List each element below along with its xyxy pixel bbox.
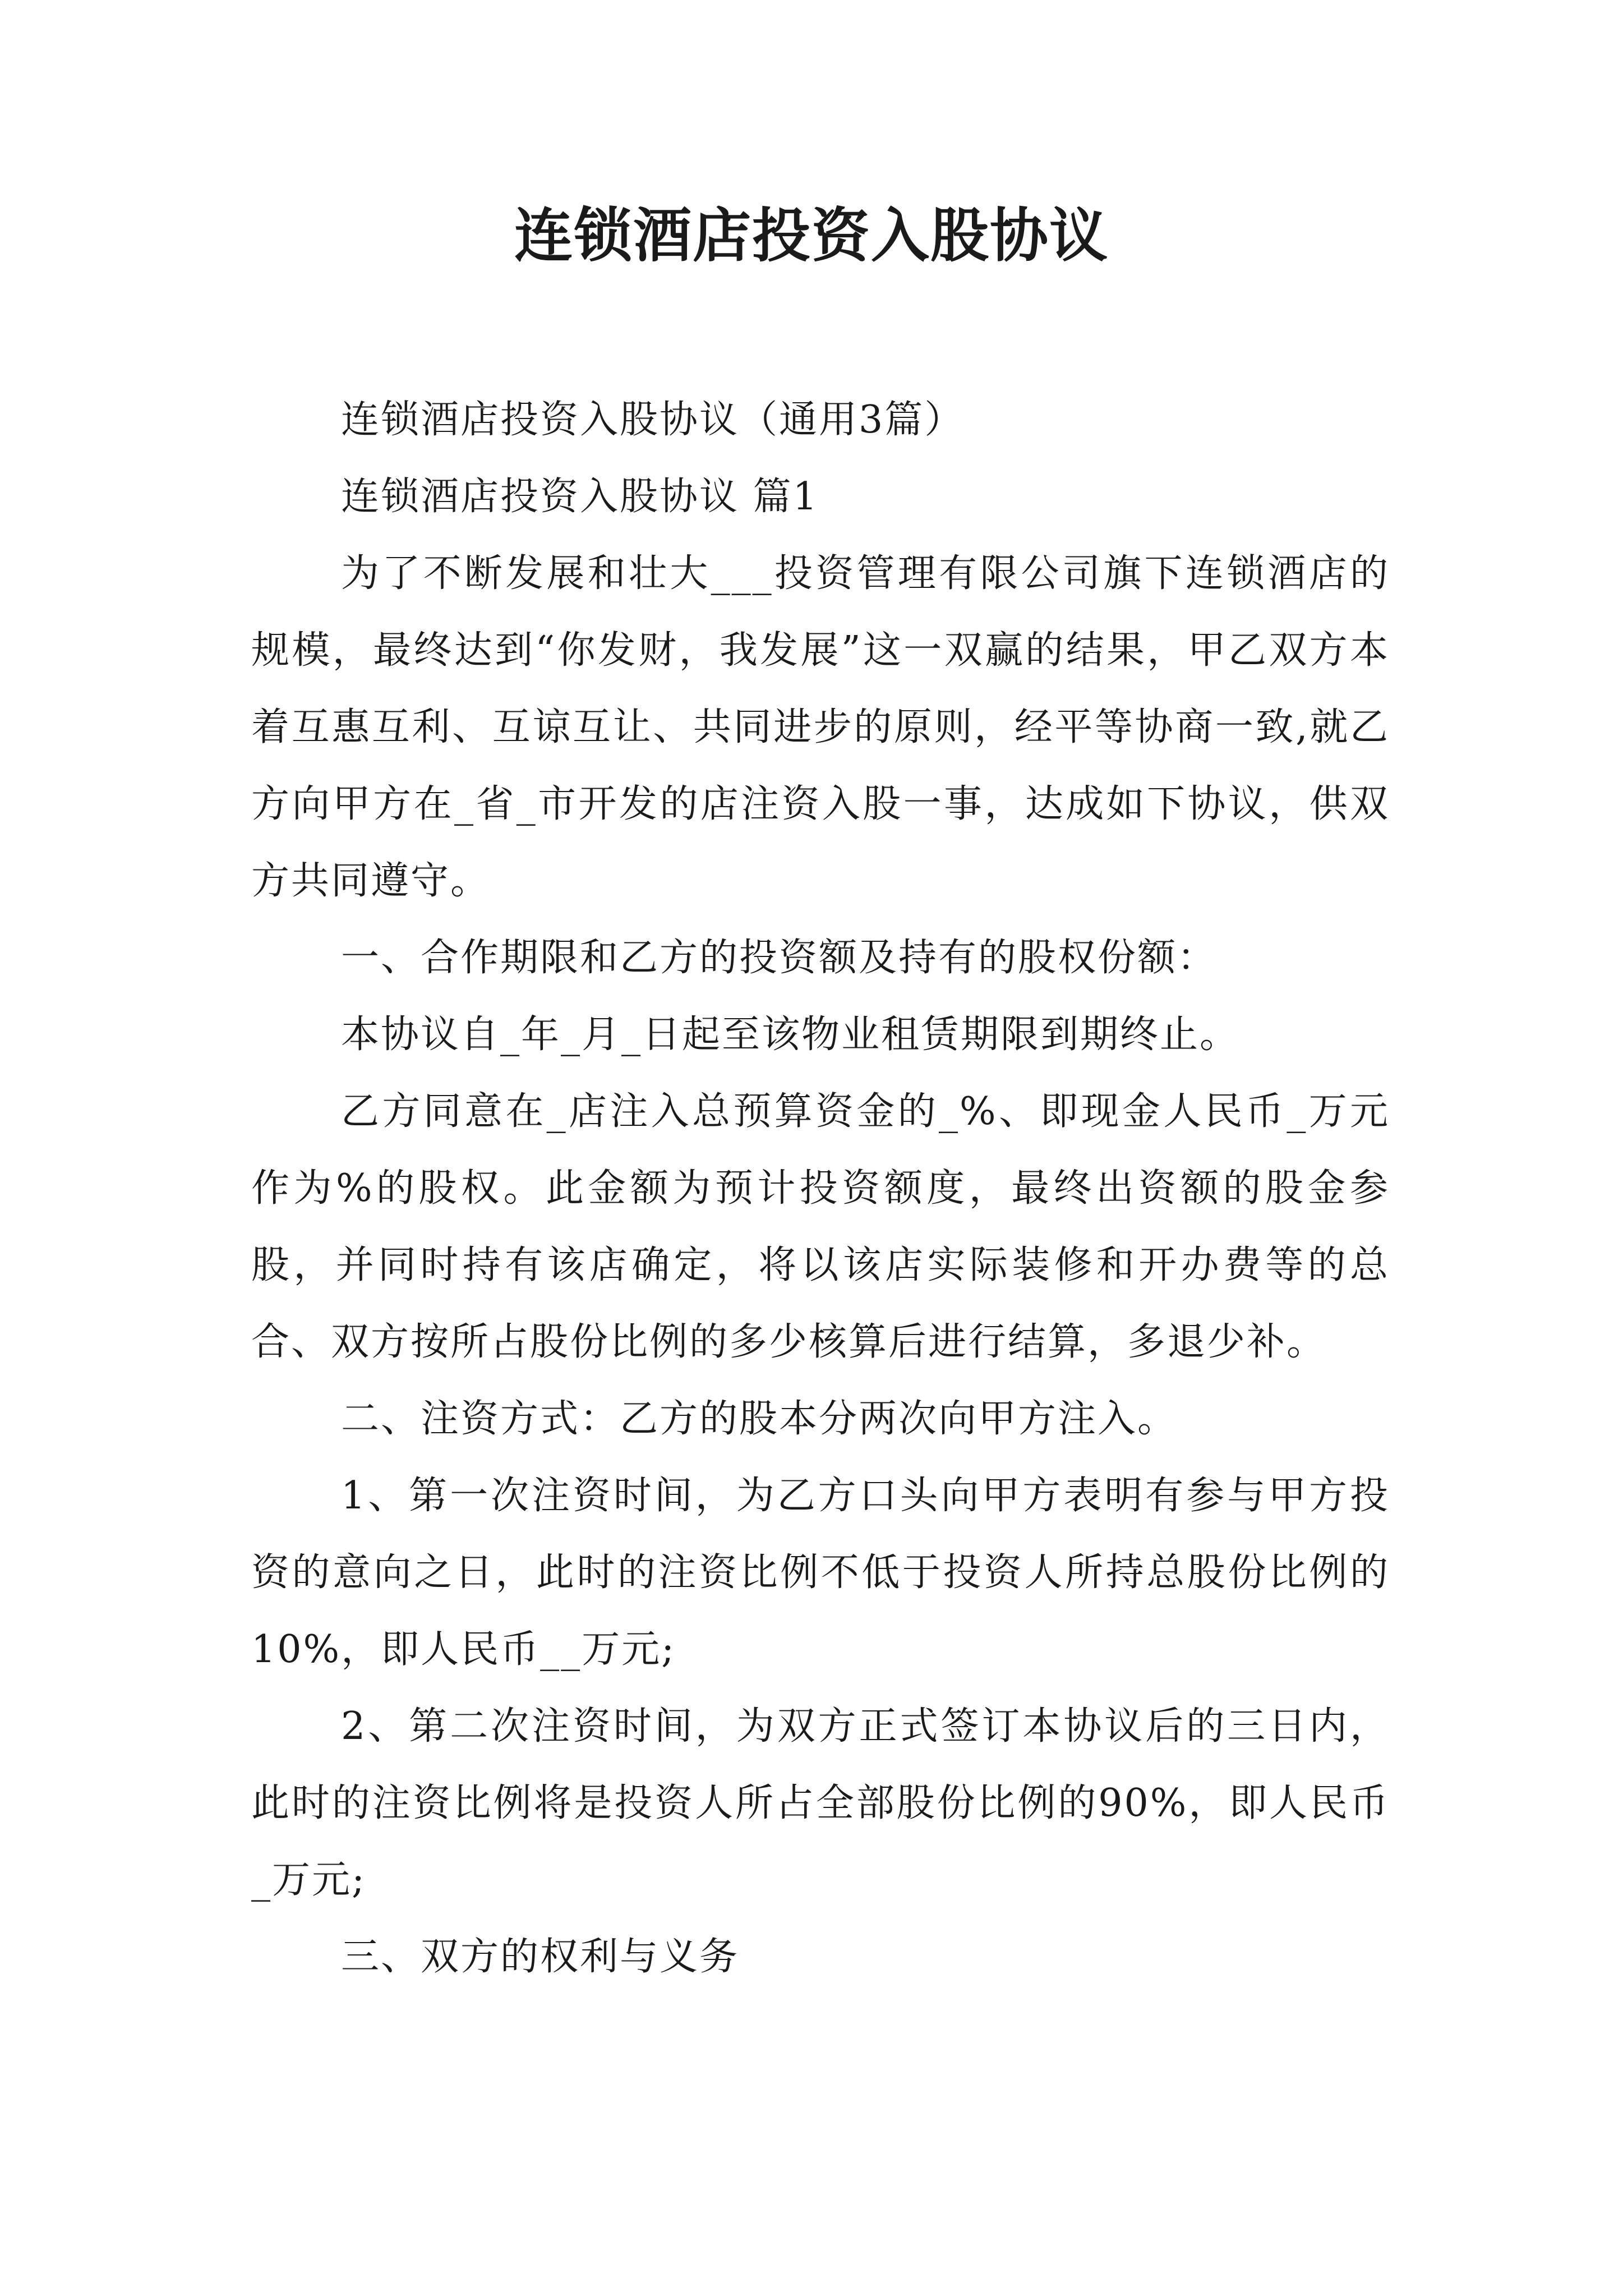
- paragraph-subtitle: 连锁酒店投资入股协议（通用3篇）: [341, 398, 965, 442]
- paragraph-preamble: 为了不断发展和壮大___投资管理有限公司旗下连锁酒店的规模，最终达到“你发财，我发展”这一双赢的结果，甲乙双方本着互惠互利、互谅互让、共同进步的原则，经平等协商一致,就乙方向甲方在_省_市开发的店注资入股一事，达成如下协议，供双方共同遵守。: [251, 551, 1390, 903]
- document-body: [251, 381, 1390, 1995]
- paragraph-clause-1-heading: 一、合作期限和乙方的投资额及持有的股权份额：: [341, 936, 1218, 980]
- document-title: 连锁酒店投资入股协议: [514, 201, 1109, 270]
- paragraph-clause-3-heading: 三、双方的权利与义务: [341, 1935, 740, 1979]
- paragraph-first-payment: 1、第一次注资时间，为乙方口头向甲方表明有参与甲方投资的意向之日，此时的注资比例不低于投资人所持总股份比例的10%，即人民币__万元;: [251, 1474, 1390, 1672]
- paragraph-section-heading: 连锁酒店投资入股协议 篇1: [341, 475, 819, 519]
- paragraph-term: 本协议自_年_月_日起至该物业租赁期限到期终止。: [341, 1013, 1240, 1057]
- paragraph-second-payment: 2、第二次注资时间，为双方正式签订本协议后的三日内，此时的注资比例将是投资人所占全部股份比例的90%，即人民币_万元;: [251, 1704, 1390, 1902]
- paragraph-clause-2-heading: 二、注资方式：乙方的股本分两次向甲方注入。: [341, 1397, 1178, 1441]
- paragraph-investment: 乙方同意在_店注入总预算资金的_%、即现金人民币_万元作为%的股权。此金额为预计投资额度，最终出资额的股金参股，并同时持有该店确定，将以该店实际装修和开办费等的总合、双方按所占股份比例的多少核算后进行结算，多退少补。: [251, 1089, 1390, 1364]
